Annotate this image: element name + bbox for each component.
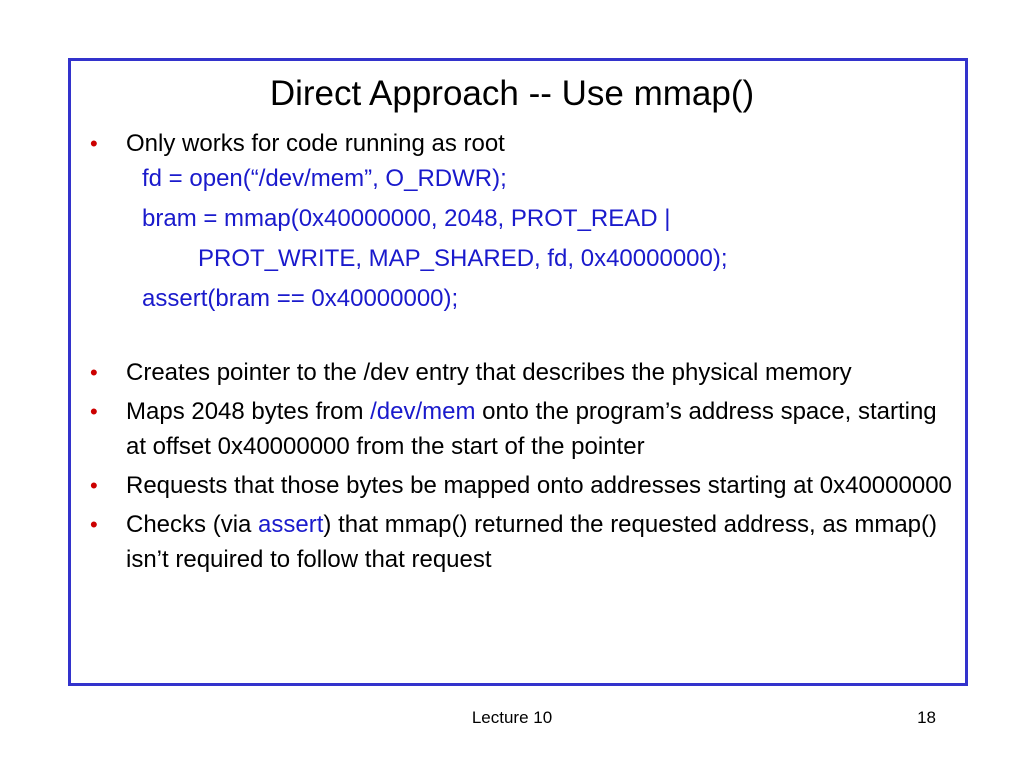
slide-content bbox=[84, 126, 954, 577]
bullet-icon: • bbox=[90, 473, 98, 498]
bullet-icon: • bbox=[90, 131, 98, 156]
code-line: PROT_WRITE, MAP_SHARED, fd, 0x40000000); bbox=[198, 245, 728, 272]
bullet-text-part: onto the program’s address space, starting at offset 0x40000000 from the start of the pointer bbox=[126, 398, 937, 460]
code-line: fd = open(“/dev/mem”, O_RDWR); bbox=[142, 165, 507, 192]
bullet-text-part: Maps 2048 bytes from bbox=[126, 398, 371, 425]
bullet-text: Requests that those bytes be mapped onto addresses starting at 0x40000000 bbox=[126, 472, 952, 499]
bullet-item bbox=[84, 355, 954, 390]
code-line: assert(bram == 0x40000000); bbox=[142, 285, 459, 312]
bullet-item bbox=[84, 126, 954, 161]
bullet-item bbox=[84, 394, 954, 464]
slide-title: Direct Approach -- Use mmap() bbox=[269, 74, 755, 113]
code-line: bram = mmap(0x40000000, 2048, PROT_READ | bbox=[142, 205, 671, 232]
bullet-text: Creates pointer to the /dev entry that describes the physical memory bbox=[126, 359, 852, 386]
footer-lecture: Lecture 10 bbox=[471, 708, 553, 727]
dev-mem-highlight: /dev/mem bbox=[370, 398, 476, 425]
bullet-icon: • bbox=[90, 512, 98, 537]
spacer bbox=[84, 321, 954, 355]
bullet-item bbox=[84, 507, 954, 577]
bullet-text bbox=[126, 511, 937, 573]
bullet-text: Only works for code running as root bbox=[126, 130, 505, 157]
assert-highlight: assert bbox=[258, 511, 324, 538]
bullet-item bbox=[84, 468, 954, 503]
bullet-text-part: Checks (via bbox=[126, 511, 259, 538]
page-number: 18 bbox=[917, 708, 936, 727]
bullet-icon: • bbox=[90, 399, 98, 424]
bullet-text bbox=[126, 398, 937, 460]
bullet-text-part: ) that mmap() returned the requested address, as mmap() isn’t required to follow that request bbox=[126, 511, 937, 573]
bullet-icon: • bbox=[90, 360, 98, 385]
